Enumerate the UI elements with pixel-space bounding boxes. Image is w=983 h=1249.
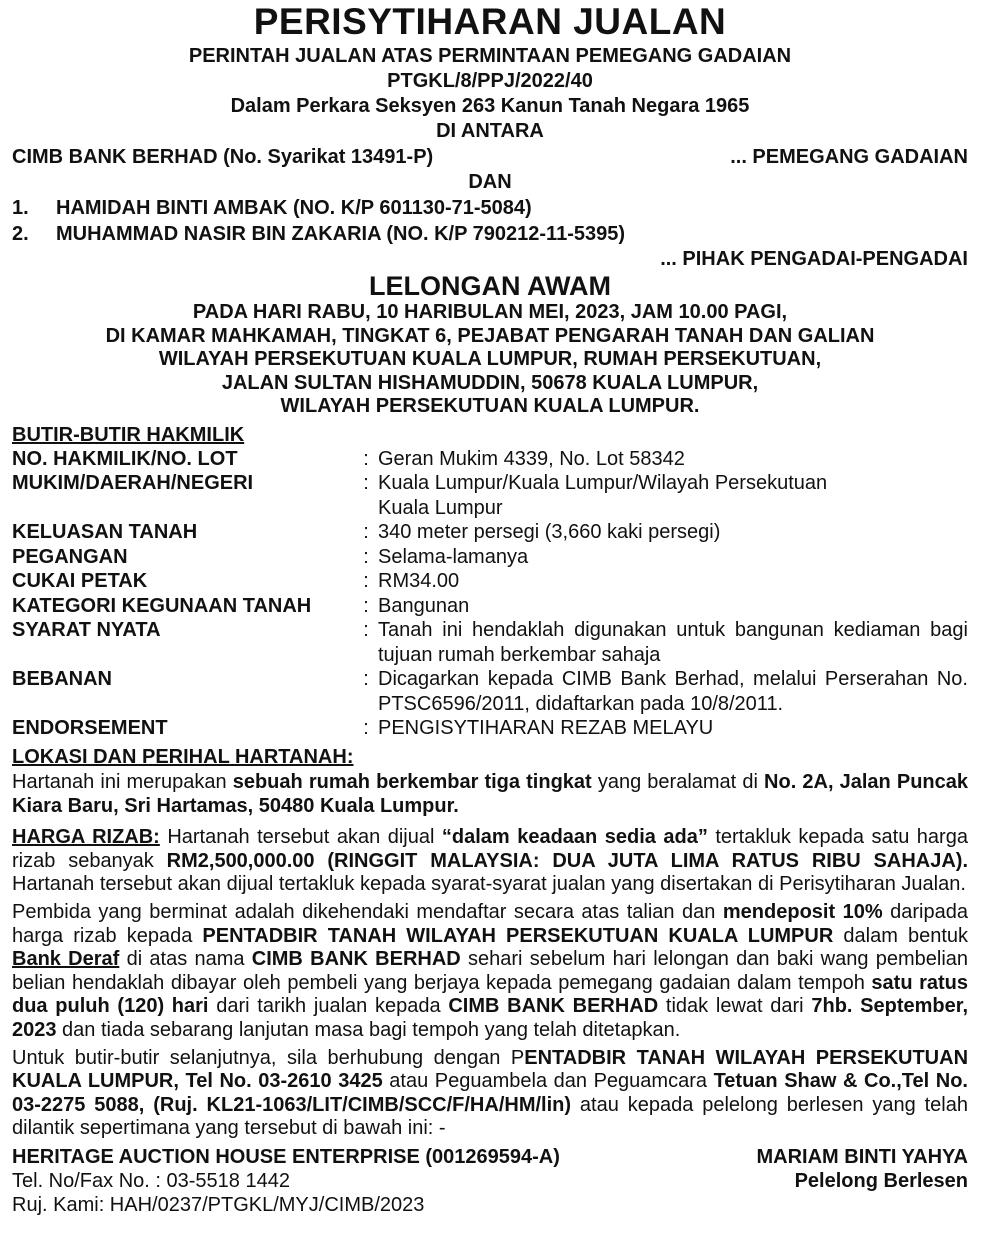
detail-label: KELUASAN TANAH xyxy=(12,521,198,544)
detail-row xyxy=(12,667,968,716)
auction-line: DI KAMAR MAHKAMAH, TINGKAT 6, PEJABAT PENGARAH TANAH DAN GALIAN xyxy=(105,324,875,347)
auction-house-reference: Ruj. Kami: HAH/0237/PTGKL/MYJ/CIMB/2023 xyxy=(12,1193,425,1216)
auction-line: PADA HARI RABU, 10 HARIBULAN MEI, 2023, JAM 10.00 PAGI, xyxy=(192,301,788,323)
auction-title: LELONGAN AWAM xyxy=(369,271,611,301)
title-details-heading: BUTIR-BUTIR HAKMILIK xyxy=(12,423,245,446)
reserve-paragraph xyxy=(12,826,968,897)
legal-matter: Dalam Perkara Seksyen 263 Kanun Tanah Negara 1965 xyxy=(230,95,750,117)
reserve-heading: HARGA RIZAB: xyxy=(12,826,160,849)
auctioneer-block xyxy=(756,1145,968,1217)
detail-label: PEGANGAN xyxy=(12,545,128,568)
detail-label: SYARAT NYATA xyxy=(12,619,161,642)
paragraph-bold: sebuah rumah berkembar tiga tingkat xyxy=(232,770,592,793)
auctioneer-role: Pelelong Berlesen xyxy=(794,1169,968,1192)
chargor-number: 1. xyxy=(12,197,29,219)
paragraph-bold: ENTADBIR TANAH WILAYAH PERSEKUTUAN KUALA LUMPUR, Tel No. 03-2610 3425 xyxy=(12,1046,969,1093)
auction-line: JALAN SULTAN HISHAMUDDIN, 50678 KUALA LUMPUR, xyxy=(221,371,759,394)
and-label: DAN xyxy=(468,171,512,193)
paragraph-bold: “dalam keadaan sedia ada” xyxy=(441,826,708,849)
paragraph-text: daripada harga rizab kepada xyxy=(12,900,968,947)
detail-value: Geran Mukim 4339, No. Lot 58342 xyxy=(378,447,685,470)
detail-value: Kuala Lumpur/Kuala Lumpur/Wilayah Persekutuan Kuala Lumpur xyxy=(378,472,828,519)
auction-house-block xyxy=(12,1145,560,1217)
paragraph-text: atau Peguambela dan Peguamcara xyxy=(382,1070,714,1093)
paragraph-bold: RM2,500,000.00 (RINGGIT MALAYSIA: DUA JUTA LIMA RATUS RIBU SAHAJA). xyxy=(166,849,969,872)
detail-value: Tanah ini hendaklah digunakan untuk bangunan kediaman bagi tujuan rumah berkembar sahaja xyxy=(378,619,968,666)
paragraph-text: dari tarikh jualan kepada xyxy=(208,995,449,1018)
auctioneer-footer xyxy=(12,1145,968,1217)
detail-colon: : xyxy=(363,594,369,617)
paragraph-bold: CIMB BANK BERHAD xyxy=(251,948,461,971)
chargee-row xyxy=(12,144,968,170)
detail-colon: : xyxy=(363,447,369,470)
detail-row xyxy=(12,569,968,594)
paragraph-text: dan tiada sebarang lanjutan masa bagi tempoh yang telah ditetapkan. xyxy=(56,1018,681,1041)
auction-line: WILAYAH PERSEKUTUAN KUALA LUMPUR. xyxy=(280,395,700,418)
auction-line: WILAYAH PERSEKUTUAN KUALA LUMPUR, RUMAH PERSEKUTUAN, xyxy=(158,348,822,371)
detail-value: Dicagarkan kepada CIMB Bank Berhad, melalui Perserahan No. PTSC6596/2011, didaftarkan pada 10/8/2011. xyxy=(378,668,968,715)
auction-house-name: HERITAGE AUCTION HOUSE ENTERPRISE (001269594-A) xyxy=(12,1145,560,1168)
contact-paragraph xyxy=(12,1047,968,1141)
detail-value: Selama-lamanya xyxy=(378,545,529,568)
paragraph-text: Untuk butir-butir selanjutnya, sila berhubung dengan P xyxy=(12,1046,525,1069)
detail-colon: : xyxy=(363,521,369,544)
detail-value: RM34.00 xyxy=(378,570,460,593)
paragraph-bold: Tetuan Shaw & Co.,Tel No. 03-2275 5088, (Ruj. KL21-1063/LIT/CIMB/SCC/F/HA/HM/lin) xyxy=(12,1070,968,1116)
paragraph-text: Pembida yang berminat adalah dikehendaki mendaftar secara atas talian dan xyxy=(12,900,723,923)
chargor-number: 2. xyxy=(12,223,29,245)
detail-label: MUKIM/DAERAH/NEGERI xyxy=(12,472,254,495)
detail-colon: : xyxy=(363,619,369,642)
paragraph-bold: PENTADBIR TANAH WILAYAH PERSEKUTUAN KUALA LUMPUR xyxy=(202,924,834,947)
paragraph-text: tidak lewat dari xyxy=(658,995,812,1018)
paragraph-bold: CIMB BANK BERHAD xyxy=(448,995,659,1018)
detail-colon: : xyxy=(363,472,369,495)
chargor-item xyxy=(12,195,968,221)
paragraph-bold: No. 2A, Jalan Puncak Kiara Baru, Sri Hartamas, 50480 Kuala Lumpur. xyxy=(12,770,969,817)
paragraph-text: dalam bentuk xyxy=(833,924,968,947)
paragraph-text: Hartanah tersebut akan dijual tertakluk kepada syarat-syarat jualan yang disertakan di Perisytiharan Jualan. xyxy=(12,873,966,896)
title-details-table xyxy=(12,447,968,741)
detail-colon: : xyxy=(363,668,369,691)
detail-row xyxy=(12,545,968,570)
chargor-item xyxy=(12,221,968,247)
detail-row xyxy=(12,447,968,472)
detail-label: KATEGORI KEGUNAAN TANAH xyxy=(12,594,312,617)
paragraph-text: di atas nama xyxy=(119,948,252,971)
paragraph-text: tertakluk kepada satu harga rizab sebanyak xyxy=(12,826,968,872)
detail-row xyxy=(12,716,968,741)
detail-colon: : xyxy=(363,545,369,568)
location-paragraph xyxy=(12,771,968,818)
chargor-name: MUHAMMAD NASIR BIN ZAKARIA (NO. K/P 790212-11-5395) xyxy=(56,223,626,245)
location-heading: LOKASI DAN PERIHAL HARTANAH: xyxy=(12,745,354,768)
detail-colon: : xyxy=(363,570,369,593)
detail-row xyxy=(12,618,968,667)
between-label: DI ANTARA xyxy=(436,120,544,142)
paragraph-bold: satu ratus dua puluh (120) hari xyxy=(12,971,969,1018)
detail-value: PENGISYTIHARAN REZAB MELAYU xyxy=(378,717,714,740)
chargor-role: ... PIHAK PENGADAI-PENGADAI xyxy=(660,248,968,270)
document-subtitle: PERINTAH JUALAN ATAS PERMINTAAN PEMEGANG GADAIAN xyxy=(188,45,792,67)
paragraph-text: Hartanah ini merupakan xyxy=(12,770,233,793)
sale-proclamation xyxy=(12,0,968,1217)
detail-label: BEBANAN xyxy=(12,668,112,691)
chargor-name: HAMIDAH BINTI AMBAK (NO. K/P 601130-71-5084) xyxy=(56,197,532,219)
detail-label: CUKAI PETAK xyxy=(12,570,148,593)
auction-house-phone: Tel. No/Fax No. : 03-5518 1442 xyxy=(12,1169,290,1192)
detail-colon: : xyxy=(363,717,369,740)
paragraph-bold: Bank Deraf xyxy=(12,948,120,971)
detail-label: NO. HAKMILIK/NO. LOT xyxy=(12,447,238,470)
deposit-paragraph xyxy=(12,901,968,1043)
detail-row xyxy=(12,471,968,520)
paragraph-text: atau kepada pelelong berlesen yang telah dilantik sepertimana yang tersebut di bawah ini: - xyxy=(12,1093,968,1140)
detail-value: Bangunan xyxy=(378,594,470,617)
detail-value: 340 meter persegi (3,660 kaki persegi) xyxy=(378,521,721,544)
chargee-role: ... PEMEGANG GADAIAN xyxy=(730,146,968,168)
paragraph-text: sehari sebelum hari lelongan dan baki wang pembelian belian hendaklah dibayar oleh pembeli yang berjaya kepada pemegang gadaian dalam tempoh xyxy=(12,948,969,994)
chargee-name: CIMB BANK BERHAD (No. Syarikat 13491-P) xyxy=(12,146,434,168)
auctioneer-name: MARIAM BINTI YAHYA xyxy=(756,1145,968,1168)
document-title: PERISYTIHARAN JUALAN xyxy=(253,1,727,42)
detail-row xyxy=(12,594,968,619)
paragraph-bold: mendeposit 10% xyxy=(722,900,883,923)
paragraph-bold: 7hb. September, 2023 xyxy=(12,995,969,1041)
detail-row xyxy=(12,520,968,545)
detail-label: ENDORSEMENT xyxy=(12,717,168,740)
paragraph-text: yang beralamat di xyxy=(591,770,765,793)
paragraph-text: Hartanah tersebut akan dijual xyxy=(159,826,442,849)
reference-number: PTGKL/8/PPJ/2022/40 xyxy=(387,70,593,92)
